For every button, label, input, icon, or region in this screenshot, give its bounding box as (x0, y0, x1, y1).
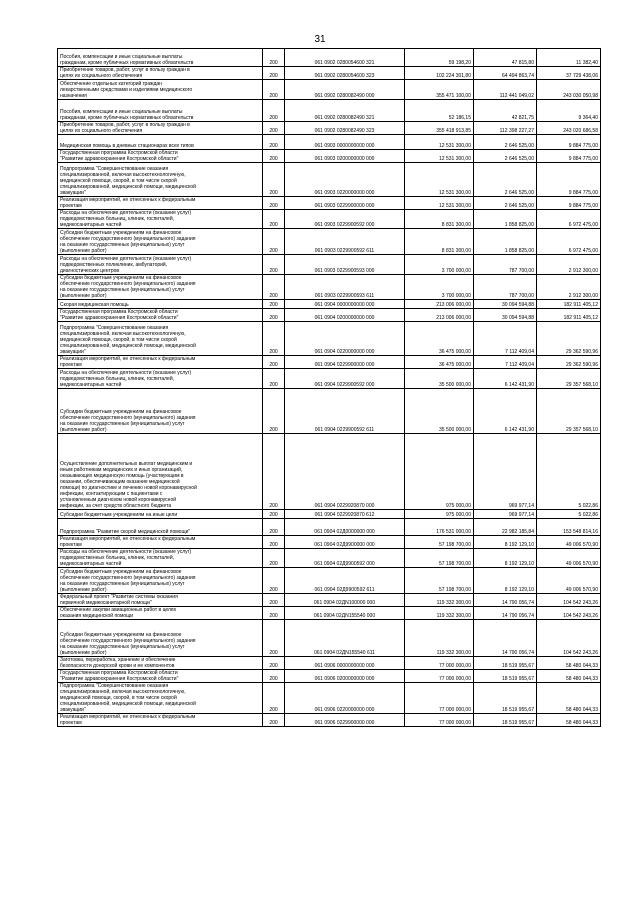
row-name: Реализация мероприятий, не отнесенных к федеральным проектам (58, 197, 263, 210)
row-unexecuted-amount: 58 480 044,33 (537, 714, 601, 727)
row-name: Расходы на обеспечение деятельности (оказание услуг) подведомственных больниц, клиник, госпиталей, медикосанитарных частей (58, 369, 263, 389)
row-name: Обеспечение отдельных категорий граждан лекарственными средствами и изделиями медицинского назначения (58, 80, 263, 100)
row-unexecuted-amount: 243 030 050,98 (537, 80, 601, 100)
page-number: 31 (314, 34, 326, 45)
row-executed-amount: 30 094 594,88 (474, 300, 537, 309)
row-approved-amount: 119 332 300,00 (405, 620, 474, 657)
row-line-code: 200 (263, 683, 285, 714)
row-name: Федеральный проект "Развитие системы оказания первичной медикосанитарной помощи" (58, 594, 263, 607)
row-budget-code: 061 0902 0280082490 000 (285, 80, 405, 100)
row-line-code: 200 (263, 356, 285, 369)
row-budget-code: 061 0903 0229900593 000 (285, 255, 405, 275)
row-approved-amount: 35 500 000,00 (405, 389, 474, 434)
row-budget-code: 061 0904 02ДN155540 000 (285, 607, 405, 620)
row-budget-code: 061 0904 0229920870 612 (285, 510, 405, 519)
row-name: Приобретение товаров, работ, услуг в пользу граждан в целях их социального обеспечения (58, 67, 263, 80)
row-executed-amount: 18 519 955,67 (474, 714, 537, 727)
row-approved-amount: 975 000,00 (405, 510, 474, 519)
row-executed-amount: 112 398 227,27 (474, 122, 537, 135)
row-unexecuted-amount: 6 972 475,00 (537, 210, 601, 229)
row-unexecuted-amount: 49 006 570,90 (537, 568, 601, 594)
row-line-code: 200 (263, 275, 285, 300)
row-unexecuted-amount: 6 972 475,00 (537, 229, 601, 255)
row-name: Пособия, компенсации и иные социальные выплаты гражданам, кроме публичных нормативных обязательств (58, 49, 263, 67)
row-unexecuted-amount: 29 357 568,10 (537, 369, 601, 389)
table-row (58, 657, 601, 670)
table-row (58, 67, 601, 80)
row-budget-code: 061 0903 0229900592 611 (285, 229, 405, 255)
row-budget-code: 061 0903 0220000000 000 (285, 163, 405, 197)
row-line-code: 200 (263, 49, 285, 67)
row-name: Субсидии бюджетным учреждениям на иные цели (58, 510, 263, 519)
row-executed-amount: 8 192 129,10 (474, 549, 537, 568)
row-line-code: 200 (263, 389, 285, 434)
row-line-code: 200 (263, 80, 285, 100)
row-budget-code: 061 0906 0220000000 000 (285, 683, 405, 714)
row-executed-amount: 14 790 056,74 (474, 620, 537, 657)
table-row (58, 197, 601, 210)
row-line-code: 200 (263, 135, 285, 150)
row-name: Подпрограмма "Совершенствование оказания специализированной, включая высокотехнологичную, медицинской помощи, скорой, в том числе скорой специализированной, медицинской помощи, медицинской эвакуации" (58, 322, 263, 356)
row-executed-amount: 8 192 129,10 (474, 568, 537, 594)
row-approved-amount: 77 000 000,00 (405, 683, 474, 714)
row-approved-amount: 57 198 700,00 (405, 549, 474, 568)
row-executed-amount: 2 646 525,00 (474, 197, 537, 210)
row-executed-amount: 14 790 056,74 (474, 607, 537, 620)
row-budget-code: 061 0906 0229900000 000 (285, 714, 405, 727)
row-name: Субсидии бюджетным учреждениям на финансовое обеспечение государственного (муниципального) задания на оказание государственных (муниципальных) услуг (выполнение работ) (58, 620, 263, 657)
table-row (58, 100, 601, 122)
row-budget-code: 061 0904 02Д9900000 000 (285, 536, 405, 549)
row-budget-code: 061 0902 0280082490 321 (285, 100, 405, 122)
row-budget-code: 061 0904 0229900592 611 (285, 389, 405, 434)
row-approved-amount: 77 000 000,00 (405, 670, 474, 683)
row-executed-amount: 18 519 955,67 (474, 657, 537, 670)
row-unexecuted-amount: 2 912 300,00 (537, 275, 601, 300)
row-unexecuted-amount: 49 006 570,90 (537, 549, 601, 568)
row-executed-amount: 1 858 825,00 (474, 210, 537, 229)
row-executed-amount: 42 821,75 (474, 100, 537, 122)
table-row (58, 670, 601, 683)
row-unexecuted-amount: 9 884 775,00 (537, 135, 601, 150)
table-row (58, 549, 601, 568)
row-budget-code: 061 0904 02Д9900592 000 (285, 549, 405, 568)
row-unexecuted-amount: 58 480 044,33 (537, 670, 601, 683)
table-row (58, 309, 601, 322)
table-row (58, 210, 601, 229)
table-row (58, 122, 601, 135)
table-row (58, 150, 601, 163)
row-executed-amount: 2 646 525,00 (474, 163, 537, 197)
row-line-code: 200 (263, 163, 285, 197)
row-unexecuted-amount: 37 729 438,06 (537, 67, 601, 80)
row-name: Субсидии бюджетным учреждениям на финансовое обеспечение государственного (муниципального) задания на оказание государственных (муниципальных) услуг (выполнение работ) (58, 275, 263, 300)
table-row (58, 322, 601, 356)
row-approved-amount: 213 006 000,00 (405, 309, 474, 322)
row-approved-amount: 12 531 300,00 (405, 163, 474, 197)
table-row (58, 369, 601, 389)
row-line-code: 200 (263, 510, 285, 519)
row-unexecuted-amount: 49 006 570,90 (537, 536, 601, 549)
row-name: Государственная программа Костромской области "Развитие здравоохранения Костромской области" (58, 309, 263, 322)
row-budget-code: 061 0904 02ДN155540 611 (285, 620, 405, 657)
row-line-code: 200 (263, 150, 285, 163)
row-line-code: 200 (263, 568, 285, 594)
row-approved-amount: 102 224 301,80 (405, 67, 474, 80)
table-row (58, 519, 601, 536)
row-unexecuted-amount: 182 911 405,12 (537, 309, 601, 322)
row-approved-amount: 77 000 000,00 (405, 657, 474, 670)
row-budget-code: 061 0903 0200000000 000 (285, 150, 405, 163)
row-line-code: 200 (263, 714, 285, 727)
row-name: Расходы на обеспечение деятельности (оказание услуг) подведомственных поликлиник, амбулаторий, диагностических центров (58, 255, 263, 275)
row-budget-code: 061 0904 0200000000 000 (285, 309, 405, 322)
row-line-code: 200 (263, 197, 285, 210)
row-executed-amount: 112 441 049,02 (474, 80, 537, 100)
row-line-code: 200 (263, 322, 285, 356)
row-line-code: 200 (263, 122, 285, 135)
row-executed-amount: 2 646 525,00 (474, 135, 537, 150)
row-name: Обеспечение закупки авиационных работ в целях оказания медицинской помощи (58, 607, 263, 620)
row-approved-amount: 213 006 000,00 (405, 300, 474, 309)
row-approved-amount: 36 475 000,00 (405, 322, 474, 356)
row-budget-code: 061 0906 0000000000 000 (285, 657, 405, 670)
row-approved-amount: 119 332 300,00 (405, 594, 474, 607)
row-executed-amount: 787 700,00 (474, 255, 537, 275)
row-line-code: 200 (263, 670, 285, 683)
row-name: Заготовка, переработка, хранение и обеспечение безопасности донорской крови и ее компонентов (58, 657, 263, 670)
table-row (58, 389, 601, 434)
row-line-code: 200 (263, 300, 285, 309)
row-executed-amount: 7 112 409,04 (474, 356, 537, 369)
row-name: Осуществление дополнительных выплат медицинским и иным работникам медицинских и иных организаций, оказывающих медицинскую помощь (участвующим в оказании, обеспечивающим оказание медицинской помощи) по диагностике и лечению новой коронавирусной инфекции, контактирующим с пациентами с установленным диагнозом новой коронавирусной инфекции, за счет средств областного бюджета (58, 434, 263, 510)
row-name: Пособия, компенсации и иные социальные выплаты гражданам, кроме публичных нормативных обязательств (58, 100, 263, 122)
row-unexecuted-amount: 153 548 814,16 (537, 519, 601, 536)
row-budget-code: 061 0904 02Д9900592 611 (285, 568, 405, 594)
row-unexecuted-amount: 58 480 044,33 (537, 683, 601, 714)
table-row (58, 536, 601, 549)
row-name: Субсидии бюджетным учреждениям на финансовое обеспечение государственного (муниципального) задания на оказание государственных (муниципальных) услуг (выполнение работ) (58, 389, 263, 434)
row-budget-code: 061 0902 0280082490 323 (285, 122, 405, 135)
table-row (58, 714, 601, 727)
row-budget-code: 061 0902 0280054600 323 (285, 67, 405, 80)
row-approved-amount: 975 000,00 (405, 434, 474, 510)
row-executed-amount: 6 142 431,90 (474, 389, 537, 434)
row-unexecuted-amount: 5 022,86 (537, 510, 601, 519)
row-approved-amount: 36 475 000,00 (405, 356, 474, 369)
row-executed-amount: 30 094 594,88 (474, 309, 537, 322)
row-executed-amount: 8 192 129,10 (474, 536, 537, 549)
row-line-code: 200 (263, 434, 285, 510)
table-row (58, 163, 601, 197)
row-unexecuted-amount: 9 884 775,00 (537, 197, 601, 210)
budget-table (57, 48, 601, 727)
row-approved-amount: 3 700 000,00 (405, 255, 474, 275)
row-executed-amount: 47 815,80 (474, 49, 537, 67)
row-executed-amount: 6 142 431,90 (474, 369, 537, 389)
row-line-code: 200 (263, 607, 285, 620)
table-row (58, 255, 601, 275)
budget-table-body (58, 49, 601, 727)
row-executed-amount: 969 977,14 (474, 434, 537, 510)
row-budget-code: 061 0904 0000000000 000 (285, 300, 405, 309)
row-unexecuted-amount: 182 911 405,12 (537, 300, 601, 309)
row-line-code: 200 (263, 229, 285, 255)
row-unexecuted-amount: 58 480 044,33 (537, 657, 601, 670)
table-row (58, 275, 601, 300)
table-row (58, 135, 601, 150)
row-executed-amount: 64 494 863,74 (474, 67, 537, 80)
row-executed-amount: 18 519 955,67 (474, 683, 537, 714)
row-approved-amount: 57 198 700,00 (405, 536, 474, 549)
row-name: Субсидии бюджетным учреждениям на финансовое обеспечение государственного (муниципального) задания на оказание государственных (муниципальных) услуг (выполнение работ) (58, 568, 263, 594)
row-line-code: 200 (263, 620, 285, 657)
row-line-code: 200 (263, 549, 285, 568)
row-executed-amount: 22 982 185,84 (474, 519, 537, 536)
row-budget-code: 061 0904 0220000000 000 (285, 322, 405, 356)
row-budget-code: 061 0904 0229920870 000 (285, 434, 405, 510)
row-approved-amount: 8 831 300,00 (405, 229, 474, 255)
table-row (58, 683, 601, 714)
row-name: Государственная программа Костромской области "Развитие здравоохранения Костромской области" (58, 670, 263, 683)
row-approved-amount: 12 531 300,00 (405, 135, 474, 150)
row-unexecuted-amount: 5 022,86 (537, 434, 601, 510)
row-approved-amount: 35 500 000,00 (405, 369, 474, 389)
row-name: Приобретение товаров, работ, услуг в пользу граждан в целях их социального обеспечения (58, 122, 263, 135)
row-approved-amount: 12 531 300,00 (405, 150, 474, 163)
row-name: Реализация мероприятий, не отнесенных к федеральным проектам (58, 356, 263, 369)
table-row (58, 620, 601, 657)
row-executed-amount: 1 858 825,00 (474, 229, 537, 255)
row-approved-amount: 355 418 913,85 (405, 122, 474, 135)
row-name: Субсидии бюджетным учреждениям на финансовое обеспечение государственного (муниципального) задания на оказание государственных (муниципальных) услуг (выполнение работ) (58, 229, 263, 255)
row-approved-amount: 59 198,20 (405, 49, 474, 67)
table-row (58, 229, 601, 255)
row-name: Медицинская помощь в дневных стационарах всех типов (58, 135, 263, 150)
row-line-code: 200 (263, 210, 285, 229)
row-unexecuted-amount: 11 382,40 (537, 49, 601, 67)
table-row (58, 434, 601, 510)
row-approved-amount: 77 000 000,00 (405, 714, 474, 727)
row-unexecuted-amount: 9 884 775,00 (537, 150, 601, 163)
row-name: Подпрограмма "Совершенствование оказания специализированной, включая высокотехнологичную, медицинской помощи, скорой, в том числе скорой специализированной, медицинской помощи, медицинской эвакуации" (58, 163, 263, 197)
row-executed-amount: 969 977,14 (474, 510, 537, 519)
row-line-code: 200 (263, 67, 285, 80)
row-name: Реализация мероприятий, не отнесенных к федеральным проектам (58, 536, 263, 549)
row-approved-amount: 52 186,15 (405, 100, 474, 122)
row-unexecuted-amount: 2 912 300,00 (537, 255, 601, 275)
row-approved-amount: 12 531 300,00 (405, 197, 474, 210)
row-line-code: 200 (263, 100, 285, 122)
table-row (58, 300, 601, 309)
table-row (58, 594, 601, 607)
row-name: Подпрограмма "Совершенствование оказания специализированной, включая высокотехнологичную, медицинской помощи, скорой, в том числе скорой специализированной, медицинской помощи, медицинской эвакуации" (58, 683, 263, 714)
row-budget-code: 061 0903 0229900592 000 (285, 210, 405, 229)
row-approved-amount: 3 700 000,00 (405, 275, 474, 300)
row-line-code: 200 (263, 519, 285, 536)
row-budget-code: 061 0902 0280054600 321 (285, 49, 405, 67)
row-budget-code: 061 0904 02ДN100000 000 (285, 594, 405, 607)
row-approved-amount: 8 831 300,00 (405, 210, 474, 229)
row-unexecuted-amount: 9 884 775,00 (537, 163, 601, 197)
row-approved-amount: 355 471 100,00 (405, 80, 474, 100)
row-line-code: 200 (263, 594, 285, 607)
row-line-code: 200 (263, 255, 285, 275)
row-approved-amount: 119 332 300,00 (405, 607, 474, 620)
row-line-code: 200 (263, 536, 285, 549)
row-unexecuted-amount: 104 542 243,26 (537, 620, 601, 657)
row-budget-code: 061 0904 0229900592 000 (285, 369, 405, 389)
row-name: Государственная программа Костромской области "Развитие здравоохранения Костромской области" (58, 150, 263, 163)
row-budget-code: 061 0903 0000000000 000 (285, 135, 405, 150)
row-budget-code: 061 0904 02Д0000000 000 (285, 519, 405, 536)
row-unexecuted-amount: 9 364,40 (537, 100, 601, 122)
row-budget-code: 061 0903 0229900000 000 (285, 197, 405, 210)
row-approved-amount: 176 531 000,00 (405, 519, 474, 536)
row-unexecuted-amount: 104 542 243,26 (537, 607, 601, 620)
row-executed-amount: 18 519 955,67 (474, 670, 537, 683)
row-executed-amount: 2 646 525,00 (474, 150, 537, 163)
row-line-code: 200 (263, 309, 285, 322)
table-row (58, 607, 601, 620)
row-unexecuted-amount: 104 542 243,26 (537, 594, 601, 607)
row-executed-amount: 14 790 056,74 (474, 594, 537, 607)
row-name: Расходы на обеспечение деятельности (оказание услуг) подведомственных больниц, клиник, госпиталей, медикосанитарных частей (58, 549, 263, 568)
row-name: Скорая медицинская помощь (58, 300, 263, 309)
row-unexecuted-amount: 29 362 590,96 (537, 356, 601, 369)
row-budget-code: 061 0906 0200000000 000 (285, 670, 405, 683)
table-row (58, 80, 601, 100)
row-unexecuted-amount: 29 357 568,10 (537, 389, 601, 434)
row-budget-code: 061 0904 0229900000 000 (285, 356, 405, 369)
row-name: Подпрограмма "Развитие скорой медицинской помощи" (58, 519, 263, 536)
table-row (58, 356, 601, 369)
row-executed-amount: 7 112 409,04 (474, 322, 537, 356)
row-executed-amount: 787 700,00 (474, 275, 537, 300)
row-name: Расходы на обеспечение деятельности (оказание услуг) подведомственных больниц, клиник, госпиталей, медикосанитарных частей (58, 210, 263, 229)
row-approved-amount: 57 198 700,00 (405, 568, 474, 594)
row-unexecuted-amount: 243 020 686,58 (537, 122, 601, 135)
table-row (58, 49, 601, 67)
row-unexecuted-amount: 29 362 590,96 (537, 322, 601, 356)
row-name: Реализация мероприятий, не отнесенных к федеральным проектам (58, 714, 263, 727)
row-budget-code: 061 0903 0229900593 611 (285, 275, 405, 300)
table-row (58, 568, 601, 594)
row-line-code: 200 (263, 657, 285, 670)
row-line-code: 200 (263, 369, 285, 389)
table-row (58, 510, 601, 519)
